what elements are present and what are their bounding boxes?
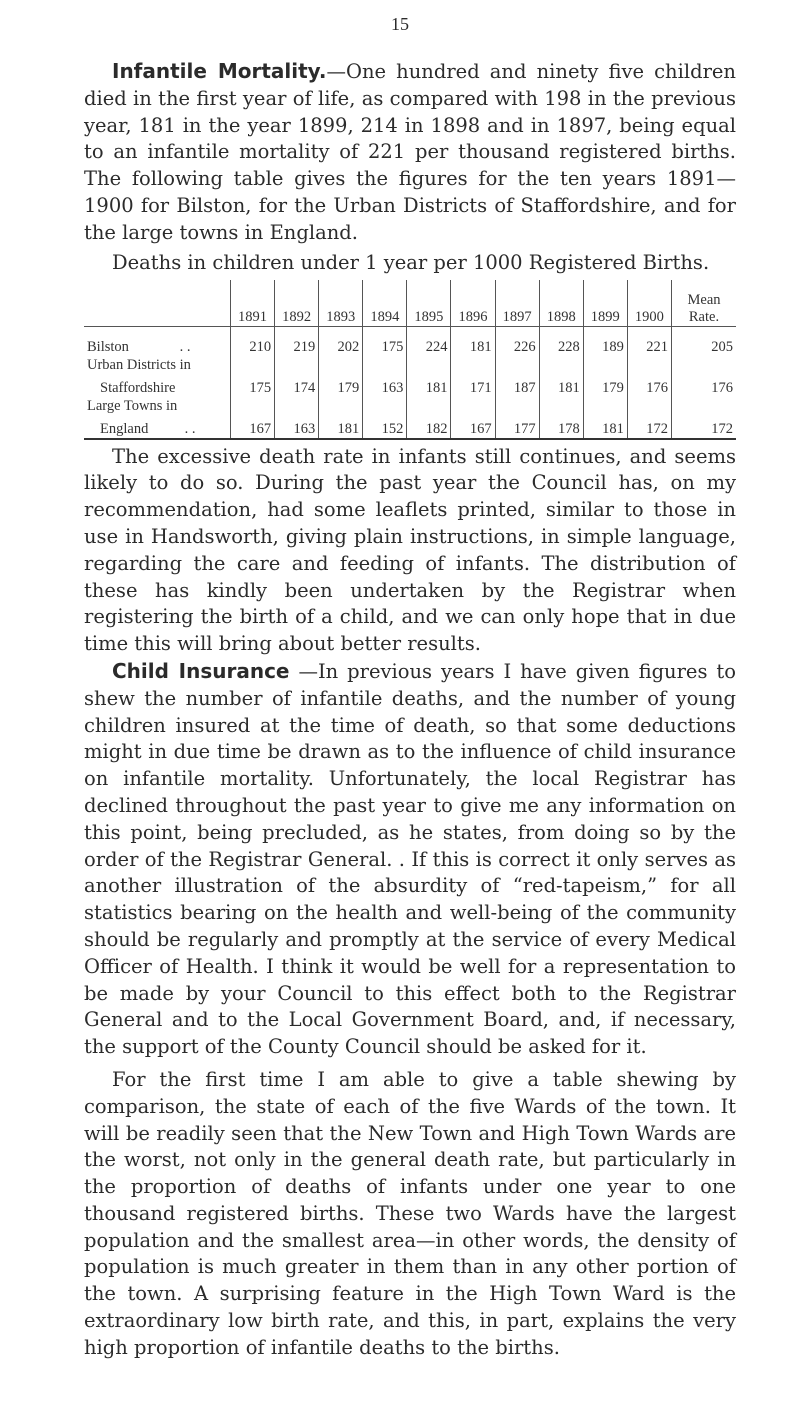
excessive-death-rate-paragraph: The excessive death rate in infants still continues, and seems likely to do so. During the past year the Council has, on my recommendation, had some leaflets printed, similar to those in use in Handsworth, giving plain instructions, in simple language, regarding the care and feeding of infants. The distribution of these has kindly been undertaken by the Registrar when registering the birth of a child, and we can only hope that in due time this will bring about better results. (84, 444, 736, 656)
infantile-mortality-text: —One hundred and ninety five children died in the first year of life, as compared with 198 in the previous year, 181 in the year 1899, 214 in 1898 and in 1897, being equal to an infantile mortality of 221 per thousand registered births. The following table gives the figures for the ten years 1891—1900 for Bilston, for the Urban Districts of Staffordshire, and for the large towns in England. (84, 60, 736, 244)
table-cell: 181 (539, 374, 583, 397)
table-cell: 189 (583, 326, 627, 356)
table-cell: 179 (583, 374, 627, 397)
column-header: 1897 (495, 280, 539, 327)
table-cell: 163 (275, 415, 319, 439)
table-cell: 202 (319, 326, 363, 356)
table-cell: 219 (275, 326, 319, 356)
child-insurance-text: —In previous years I have given figures to shew the number of infantile deaths, and the number of young children insured at the time of death, so that some deductions might in due time be drawn as to the influence of child insurance on infantile mortality. Unfortunately, the local Registrar has declined throughout the past year to give me any information on this point, being precluded, as he states, from doing so by the order of the Registrar General. . If this is correct it only serves as another illustration of the absurdity of “red-tapeism,” for all statistics bearing on the health and well-being of the community should be regularly and promptly at the service of every Medical Officer of Health. I think it would be well for a representation to be made by your Council to this effect both to the Registrar General and to the Local Government Board, and, if necessary, the support of the County Council should be asked for it. (84, 659, 737, 1059)
column-header: 1891 (231, 280, 275, 327)
row-label: Bilston . . (87, 338, 191, 355)
table-row-label-continuation (84, 356, 736, 374)
row-label-line2: England . . (84, 415, 231, 439)
column-header: Mean Rate. (672, 280, 737, 327)
table-cell: 175 (231, 374, 275, 397)
table-cell: 172 (627, 415, 671, 439)
table-cell: 187 (495, 374, 539, 397)
table-cell: 171 (451, 374, 495, 397)
table-cell: 228 (539, 326, 583, 356)
table-cell: 163 (363, 374, 407, 397)
column-header: 1892 (275, 280, 319, 327)
table-cell: 224 (407, 326, 451, 356)
infantile-mortality-heading: Infantile Mortality. (112, 59, 327, 83)
column-header: 1896 (451, 280, 495, 327)
table-cell: 205 (672, 326, 737, 356)
table-header-row (84, 280, 736, 327)
column-header: 1895 (407, 280, 451, 327)
table-row (84, 415, 736, 439)
table-cell: 181 (583, 415, 627, 439)
table-cell: 175 (363, 326, 407, 356)
infantile-mortality-paragraph (84, 58, 736, 247)
table-cell: 181 (319, 415, 363, 439)
page-number: 15 (391, 14, 409, 34)
column-header: 1894 (363, 280, 407, 327)
table-cell: 210 (231, 326, 275, 356)
table-row (84, 326, 736, 356)
table-cell: 221 (627, 326, 671, 356)
table-cell: 176 (627, 374, 671, 397)
table-cell: 167 (231, 415, 275, 439)
table-cell: 152 (363, 415, 407, 439)
table-cell: 178 (539, 415, 583, 439)
infant-mortality-table (84, 280, 736, 440)
column-header: 1898 (539, 280, 583, 327)
row-label-line2: Staffordshire (100, 379, 176, 396)
table-caption: Deaths in children under 1 year per 1000 Registered Births. (112, 250, 710, 274)
table-cell: 177 (495, 415, 539, 439)
table-cell: 182 (407, 415, 451, 439)
table-cell: 181 (407, 374, 451, 397)
page-body (84, 58, 736, 1362)
table-cell: 172 (672, 415, 737, 439)
table-stub-header (84, 280, 231, 327)
row-label: Large Towns in (87, 397, 178, 414)
child-insurance-paragraph (84, 658, 736, 1061)
table-row (84, 374, 736, 397)
child-insurance-heading: Child Insurance (112, 658, 290, 683)
table-row-label-continuation (84, 397, 736, 415)
table-cell: 176 (672, 374, 737, 397)
table-cell: 174 (275, 374, 319, 397)
table-cell: 167 (451, 415, 495, 439)
row-label: Urban Districts in (87, 356, 191, 373)
wards-paragraph: For the first time I am able to give a table shewing by comparison, the state of each of the five Wards of the town. It will be readily seen that the New Town and High Town Wards are the worst, not only in the general death rate, but particularly in the proportion of deaths of infants under one year to one thousand registered births. These two Wards have the largest population and the smallest area—in other words, the density of population is much greater in them than in any other portion of the town. A surprising feature in the High Town Ward is the extraordinary low birth rate, and this, in part, explains the very high proportion of infantile deaths to the births. (84, 1067, 736, 1359)
table-cell: 181 (451, 326, 495, 356)
table-cell: 226 (495, 326, 539, 356)
table-cell: 179 (319, 374, 363, 397)
column-header: 1899 (583, 280, 627, 327)
column-header: 1900 (627, 280, 671, 327)
column-header: 1893 (319, 280, 363, 327)
